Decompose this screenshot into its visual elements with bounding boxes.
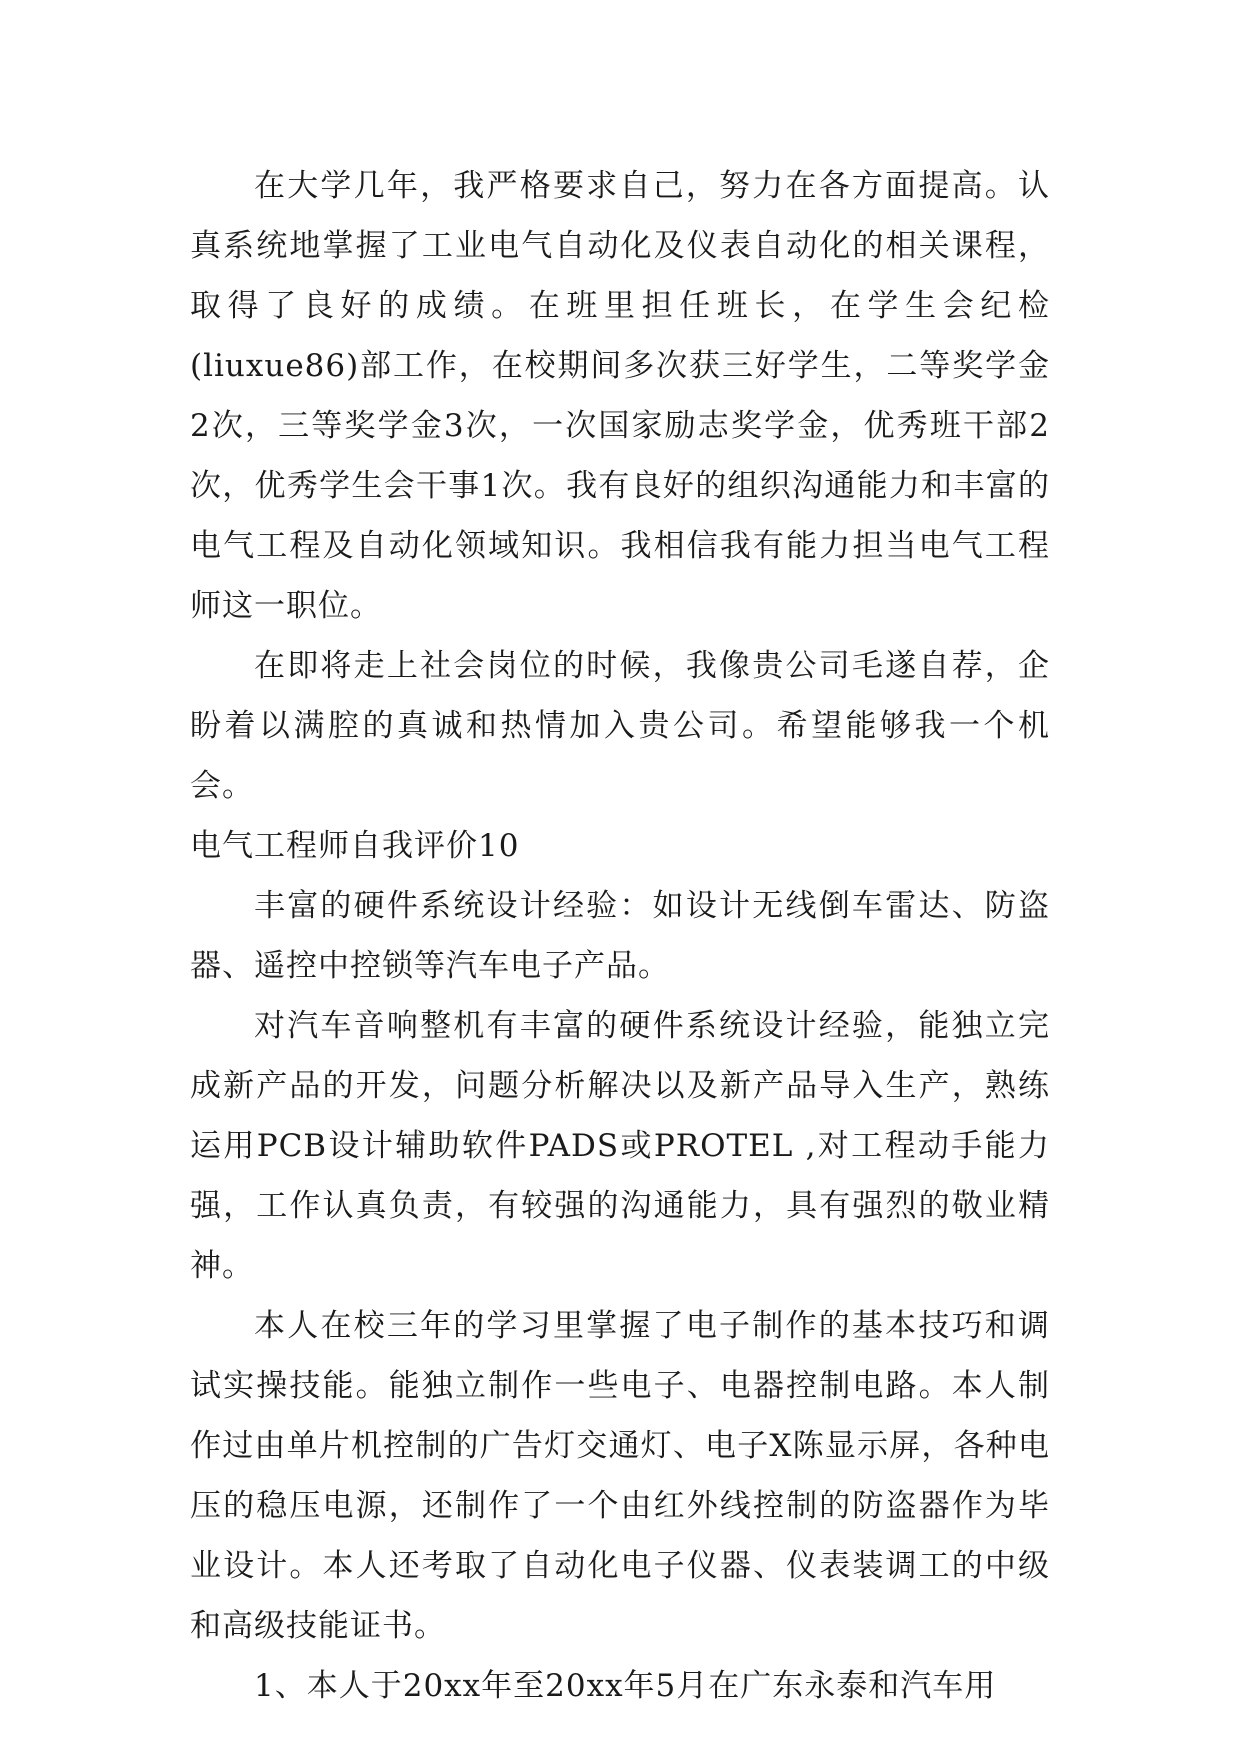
document-body [190, 156, 1050, 1716]
section-heading: 电气工程师自我评价10 [190, 828, 520, 864]
paragraph-work-history: 1、本人于20xx年至20xx年5月在广东永泰和汽车用 [254, 1668, 997, 1704]
paragraph-hardware-experience: 丰富的硬件系统设计经验：如设计无线倒车雷达、防盗器、遥控中控锁等汽车电子产品。 [190, 888, 1050, 984]
paragraph-school-skills: 本人在校三年的学习里掌握了电子制作的基本技巧和调试实操技能。能独立制作一些电子、电器控制电路。本人制作过由单片机控制的广告灯交通灯、电子X陈显示屏，各种电压的稳压电源，还制作了一个由红外线控制的防盗器作为毕业设计。本人还考取了自动化电子仪器、仪表装调工的中级和高级技能证书。 [190, 1308, 1050, 1644]
paragraph-education-summary: 在大学几年，我严格要求自己，努力在各方面提高。认真系统地掌握了工业电气自动化及仪表自动化的相关课程，取得了良好的成绩。在班里担任班长，在学生会纪检(liuxue86)部工作，在校期间多次获三好学生，二等奖学金2次，三等奖学金3次，一次国家励志奖学金，优秀班干部2次，优秀学生会干事1次。我有良好的组织沟通能力和丰富的电气工程及自动化领域知识。我相信我有能力担当电气工程师这一职位。 [190, 168, 1050, 624]
paragraph-audio-design: 对汽车音响整机有丰富的硬件系统设计经验，能独立完成新产品的开发，问题分析解决以及新产品导入生产，熟练运用PCB设计辅助软件PADS或PROTEL ,对工程动手能力强，工作认真负责，有较强的沟通能力，具有强烈的敬业精神。 [190, 1008, 1050, 1284]
paragraph-self-recommendation: 在即将走上社会岗位的时候，我像贵公司毛遂自荐，企盼着以满腔的真诚和热情加入贵公司。希望能够我一个机会。 [190, 648, 1050, 804]
